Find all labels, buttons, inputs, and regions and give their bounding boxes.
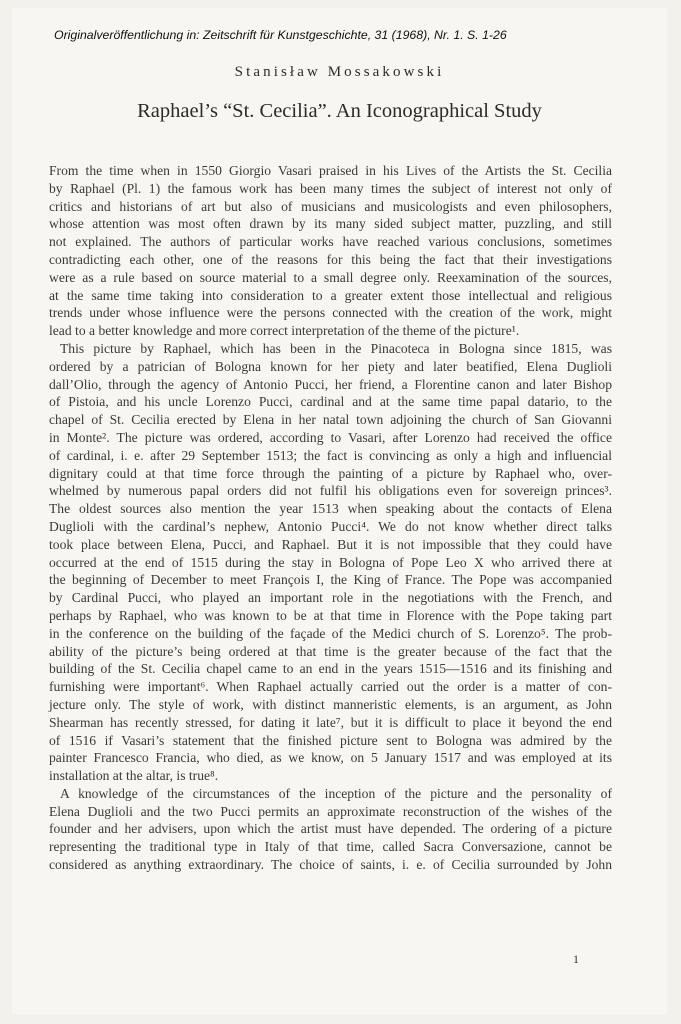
text-line: The oldest sources also mention the year 1513 when speaking about the contacts of Elena <box>49 501 612 517</box>
text-line: by Cardinal Pucci, who played an important role in the negotiations with the French, and <box>49 590 612 606</box>
text-line: took place between Elena, Pucci, and Raphael. But it is not impossible that they could have <box>49 536 612 552</box>
text-line: of Pistoia, and his uncle Lorenzo Pucci, cardinal and at the same time papal datario, to the <box>49 394 612 410</box>
text-line: occurred at the end of 1515 during the stay in Bologna of Pope Leo X who arrived there at <box>49 554 612 570</box>
text-line: in Monte². The picture was ordered, according to Vasari, after Lorenzo had received the office <box>49 429 612 445</box>
text-line: jecture only. The style of work, with distinct manneristic elements, is an argument, as John <box>49 696 612 712</box>
text-line: building of the St. Cecilia chapel came to an end in the years 1515—1516 and its finishing and <box>49 661 612 677</box>
text-line: contradicting each other, one of the reasons for this being the fact that their investigations <box>49 251 612 267</box>
text-line: by Raphael (Pl. 1) the famous work has been many times the subject of interest not only of <box>49 180 612 196</box>
author-name: Stanisław Mossakowski <box>234 64 445 80</box>
text-line: From the time when in 1550 Giorgio Vasari praised in his Lives of the Artists the St. Cecilia <box>49 163 612 178</box>
text-line: ordered by a patrician of Bologna known for her piety and later beatified, Elena Duglioli <box>49 358 612 374</box>
text-line: at the same time taking into consideration to a greater extent those intellectual and religious <box>49 287 612 303</box>
text-line: This picture by Raphael, which has been in the Pinacoteca in Bologna since 1815, was <box>60 340 612 356</box>
text-line: of 1516 if Vasari’s statement that the finished picture sent to Bologna was admired by the <box>49 732 612 748</box>
text-line: were as a rule based on source material to a small degree only. Reexamination of the sources, <box>49 269 612 285</box>
text-line: of cardinal, i. e. after 29 September 1513; the fact is convincing as only a high and influencial <box>49 447 612 463</box>
source-note: Originalveröffentlichung in: Zeitschrift für Kunstgeschichte, 31 (1968), Nr. 1. S. 1-26 <box>54 28 507 42</box>
text-line: trends under whose influence were the persons connected with the creation of the work, might <box>49 305 612 321</box>
text-line: lead to a better knowledge and more correct interpretation of the theme of the picture¹. <box>49 323 520 339</box>
text-line: not explained. The authors of particular works have reached various conclusions, sometimes <box>49 234 612 250</box>
article-body <box>49 162 612 874</box>
text-line: ability of the picture’s being ordered at that time is the greater because of the fact that the <box>49 643 612 659</box>
page-number: 1 <box>573 952 579 966</box>
text-line: in the conference on the building of the façade of the Medici church of S. Lorenzo⁵. The prob- <box>49 625 612 641</box>
text-line: perhaps by Raphael, who was known to be at that time in Florence with the Pope taking part <box>49 607 612 623</box>
text-line: Elena Duglioli and the two Pucci permits an approximate reconstruction of the wishes of the <box>49 803 612 819</box>
paper-page <box>12 8 667 1014</box>
text-line: Shearman has recently stressed, for dating it late⁷, but it is difficult to place it beyond the end <box>49 714 612 730</box>
text-line: the beginning of December to meet François I, the King of France. The Pope was accompanied <box>49 572 612 588</box>
text-line: A knowledge of the circumstances of the inception of the picture and the personality of <box>60 785 612 801</box>
text-line: whose attention was most often drawn by its many sided subject matter, puzzling, and still <box>49 216 612 232</box>
text-line: Duglioli with the cardinal’s nephew, Antonio Pucci⁴. We do not know whether direct talks <box>49 518 612 534</box>
article-title: Raphael’s “St. Cecilia”. An Iconographical Study <box>137 100 542 122</box>
text-line: installation at the altar, is true⁸. <box>49 768 219 784</box>
text-line: critics and historians of art but also of musicians and musicologists and even philosophers, <box>49 198 612 214</box>
text-line: painter Francesco Francia, who died, as we know, on 5 January 1517 and was employed at its <box>49 750 612 766</box>
text-line: representing the traditional type in Italy of that time, called Sacra Conversazione, cannot be <box>49 839 612 855</box>
text-line: chapel of St. Cecilia erected by Elena in her natal town adjoining the church of San Giovanni <box>49 412 612 428</box>
text-line: dignitary could at that time force through the painting of a picture by Raphael who, over- <box>49 465 612 481</box>
text-line: whelmed by numerous papal orders did not fulfil his obligations even for sovereign princes³. <box>49 483 612 499</box>
text-line: furnishing were important⁶. When Raphael actually carried out the order is a matter of con- <box>49 679 612 695</box>
text-line: dall’Olio, through the agency of Antonio Pucci, her friend, a Florentine canon and later Bishop <box>49 376 612 392</box>
text-line: considered as anything extraordinary. The choice of saints, i. e. of Cecilia surrounded by John <box>49 857 612 873</box>
text-line: founder and her advisers, upon which the artist must have depended. The ordering of a picture <box>49 821 612 837</box>
